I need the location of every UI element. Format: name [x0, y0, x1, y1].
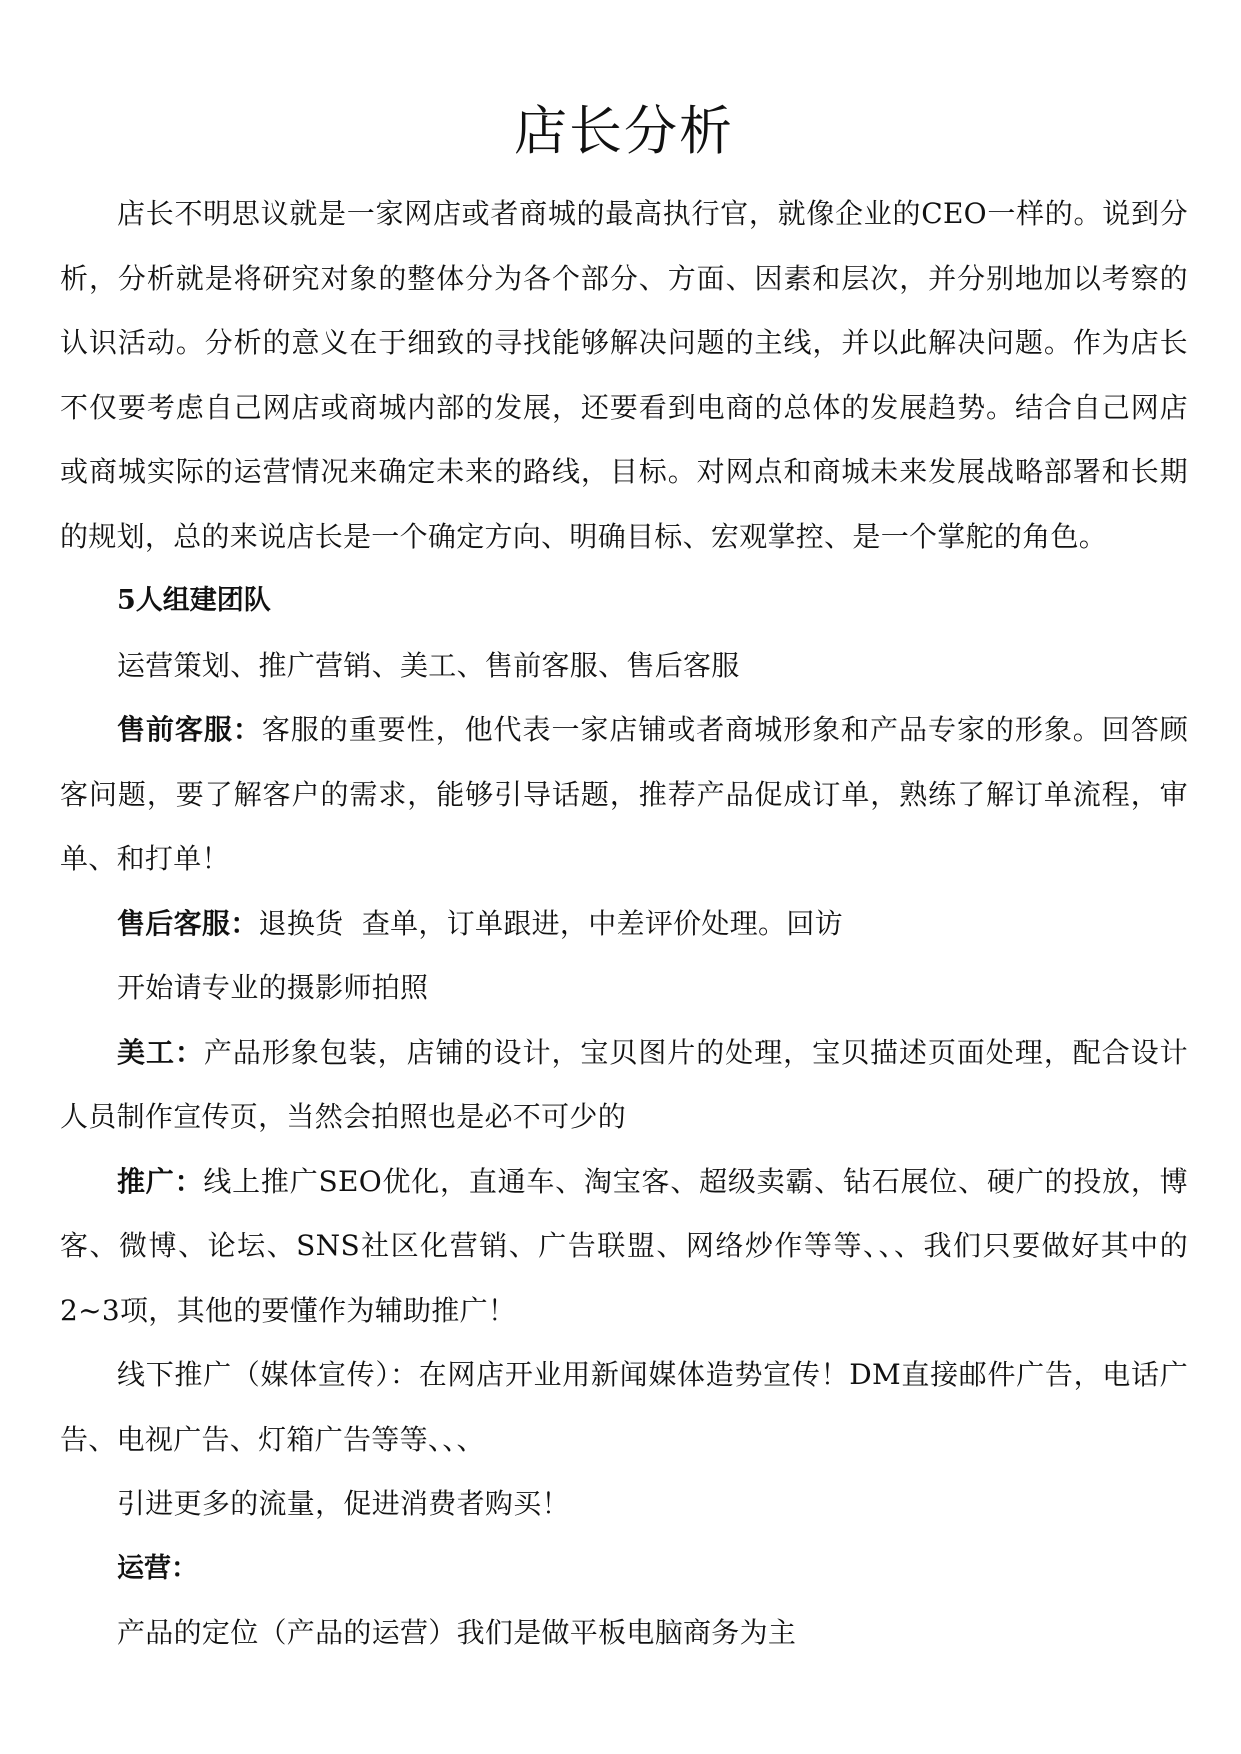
operations-heading: 运营： [117, 1552, 198, 1584]
traffic-paragraph: 引进更多的流量，促进消费者购买！ [117, 1487, 570, 1520]
aftersales-paragraph [60, 892, 1188, 957]
promo-label: 推广： [117, 1164, 204, 1198]
team-roles-paragraph: 运营策划、推广营销、美工、售前客服、售后客服 [117, 648, 740, 682]
presales-text: 客服的重要性，他代表一家店铺或者商城形象和产品专家的形象。回答顾客问题，要了解客户的需求，能够引导话题，推荐产品促成订单，熟练了解订单流程，审单、和打单！ [60, 713, 1188, 875]
promo-text: 线上推广SEO优化，直通车、淘宝客、超级卖霸、钻石展位、硬广的投放，博客、微博、论坛、SNS社区化营销、广告联盟、网络炒作等等、、、我们只要做好其中的2~3项，其他的要懂作为辅助推广！ [60, 1164, 1188, 1327]
artist-label: 美工： [117, 1035, 204, 1069]
artist-text: 产品形象包装，店铺的设计，宝贝图片的处理，宝贝描述页面处理，配合设计人员制作宣传页，当然会拍照也是必不可少的 [60, 1035, 1188, 1133]
artist-paragraph [60, 1021, 1188, 1150]
team-heading: 5人组建团队 [117, 585, 271, 616]
page-title: 店长分析 [514, 101, 734, 162]
aftersales-label: 售后客服： [117, 906, 259, 940]
positioning-paragraph: 产品的定位（产品的运营）我们是做平板电脑商务为主 [117, 1616, 797, 1649]
aftersales-text: 退换货 查单，订单跟进，中差评价处理。回访 [258, 906, 843, 940]
presales-paragraph [60, 698, 1188, 892]
presales-label: 售前客服： [117, 713, 262, 746]
promo-paragraph [60, 1150, 1188, 1344]
intro-paragraph: 店长不明思议就是一家网店或者商城的最高执行官，就像企业的CEO一样的。说到分析，分析就是将研究对象的整体分为各个部分、方面、因素和层次，并分别地加以考察的认识活动。分析的意义在于细致的寻找能够解决问题的主线，并以此解决问题。作为店长不仅要考虑自己网店或商城内部的发展，还要看到电商的总体的发展趋势。结合自己网店或商城实际的运营情况来确定未来的路线，目标。对网点和商城未来发展战略部署和长期的规划，总的来说店长是一个确定方向、明确目标、宏观掌控、是一个掌舵的角色。 [60, 197, 1188, 553]
photographer-paragraph: 开始请专业的摄影师拍照 [117, 971, 429, 1004]
offline-promo-paragraph: 线下推广（媒体宣传）：在网店开业用新闻媒体造势宣传！DM直接邮件广告，电话广告、电视广告、灯箱广告等等、、、 [60, 1358, 1188, 1456]
